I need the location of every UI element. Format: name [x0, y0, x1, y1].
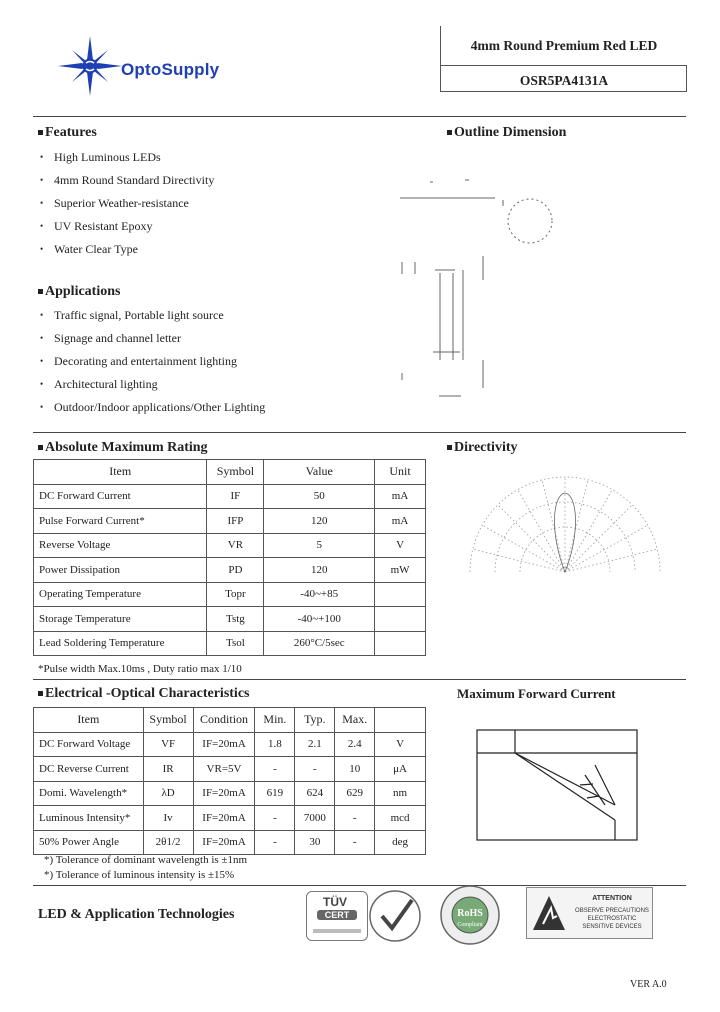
- table-row: Lead Soldering Temperature Tsol 260°C/5sec: [34, 631, 426, 656]
- list-item: • Architectural lighting: [40, 377, 265, 400]
- column-header: Symbol: [143, 708, 193, 733]
- list-item: • Water Clear Type: [40, 242, 214, 265]
- table-row: Domi. Wavelength* λD IF=20mA 619 624 629 nm: [34, 781, 426, 806]
- applications-heading: Applications: [38, 284, 120, 300]
- amr-note: *Pulse width Max.10ms , Duty ratio max 1/10: [38, 663, 242, 675]
- table-row: DC Forward Current IF 50 mA: [34, 484, 426, 509]
- features-list: [40, 150, 214, 265]
- table-header-row: [34, 708, 426, 733]
- brand-name: OptoSupply: [121, 60, 220, 79]
- list-item: • Traffic signal, Portable light source: [40, 308, 265, 331]
- list-item: • 4mm Round Standard Directivity: [40, 173, 214, 196]
- eoc-table: [33, 707, 426, 855]
- section-divider: [33, 679, 686, 680]
- table-row: DC Forward Voltage VF IF=20mA 1.8 2.1 2.4 V: [34, 732, 426, 757]
- footer-divider: [33, 885, 686, 886]
- table-row: 50% Power Angle 2θ1/2 IF=20mA - 30 - deg: [34, 830, 426, 855]
- column-header: [375, 708, 426, 733]
- outline-drawing: [395, 170, 575, 405]
- table-row: DC Reverse Current IR VR=5V - - 10 μA: [34, 757, 426, 782]
- list-item: • Superior Weather-resistance: [40, 196, 214, 219]
- title-box: [440, 26, 687, 92]
- table-row: Storage Temperature Tstg -40~+100: [34, 607, 426, 632]
- svg-text:Compliant: Compliant: [457, 922, 483, 928]
- company-name: LED & Application Technologies: [38, 907, 235, 922]
- amr-heading: Absolute Maximum Rating: [38, 440, 208, 456]
- directivity-plot: [460, 465, 670, 580]
- table-row: Operating Temperature Topr -40~+85: [34, 582, 426, 607]
- column-header: Item: [34, 708, 144, 733]
- column-header: Typ.: [295, 708, 335, 733]
- column-header: Value: [264, 460, 375, 485]
- outline-heading: Outline Dimension: [447, 125, 566, 141]
- esd-warning-label: ATTENTION OBSERVE PRECAUTIONS ELECTROSTATIC SENSITIVE DEVICES: [526, 887, 653, 939]
- svg-text:RoHS: RoHS: [457, 908, 483, 919]
- list-item: • Decorating and entertainment lighting: [40, 354, 265, 377]
- esd-warning-icon: [531, 894, 567, 934]
- rohs-compliant-logo: [436, 884, 504, 946]
- column-header: Item: [34, 460, 207, 485]
- list-item: • High Luminous LEDs: [40, 150, 214, 173]
- applications-list: [40, 308, 265, 423]
- column-header: Condition: [193, 708, 255, 733]
- part-number: OSR5PA4131A: [519, 73, 609, 88]
- features-heading: Features: [38, 125, 97, 141]
- eoc-note: *) Tolerance of luminous intensity is ±15%: [44, 869, 235, 881]
- eoc-note: *) Tolerance of dominant wavelength is ±1nm: [44, 854, 248, 866]
- table-row: Reverse Voltage VR 5 V: [34, 533, 426, 558]
- amr-table: [33, 459, 426, 656]
- column-header: Unit: [375, 460, 426, 485]
- column-header: Max.: [335, 708, 375, 733]
- list-item: • UV Resistant Epoxy: [40, 219, 214, 242]
- star-logo-icon: [58, 36, 122, 96]
- table-row: Power Dissipation PD 120 mW: [34, 558, 426, 583]
- column-header: Symbol: [207, 460, 264, 485]
- table-row: Pulse Forward Current* IFP 120 mA: [34, 509, 426, 534]
- column-header: Min.: [255, 708, 295, 733]
- version-label: VER A.0: [630, 979, 667, 990]
- header-divider: [33, 116, 686, 117]
- certified-check-logo: [368, 888, 423, 943]
- section-divider: [33, 432, 686, 433]
- table-row: Luminous Intensity* Iv IF=20mA - 7000 - mcd: [34, 806, 426, 831]
- list-item: • Outdoor/Indoor applications/Other Lighting: [40, 400, 265, 423]
- mfc-graph: [475, 720, 640, 850]
- directivity-heading: Directivity: [447, 440, 518, 456]
- product-title: 4mm Round Premium Red LED: [470, 38, 658, 53]
- tuv-cert-logo: TÜV CERT: [306, 891, 368, 941]
- list-item: • Signage and channel letter: [40, 331, 265, 354]
- brand-logo: [58, 36, 273, 96]
- eoc-heading: Electrical -Optical Characteristics: [38, 686, 249, 702]
- table-header-row: [34, 460, 426, 485]
- mfc-heading: Maximum Forward Current: [457, 686, 616, 701]
